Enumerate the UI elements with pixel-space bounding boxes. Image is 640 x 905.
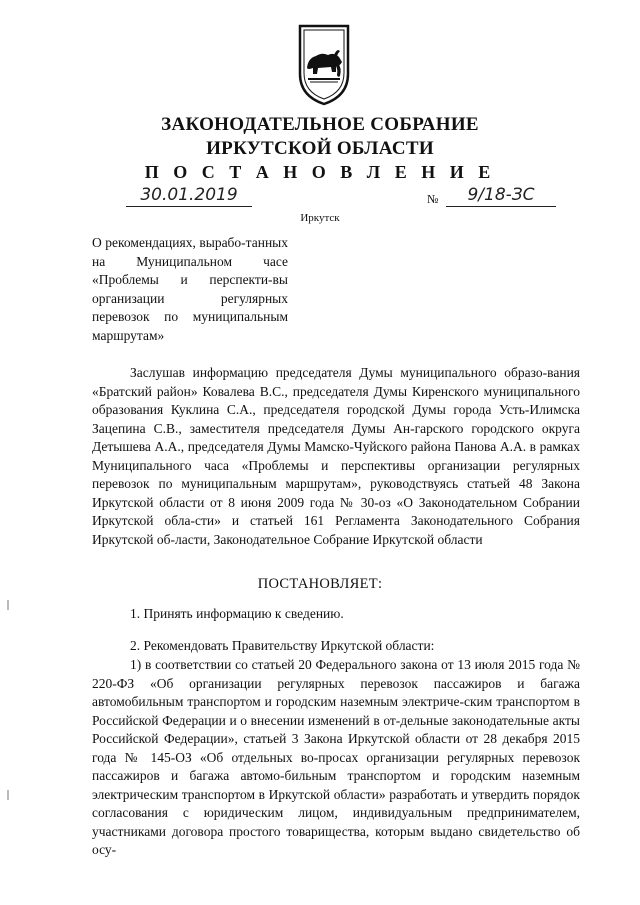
item-2 xyxy=(92,637,580,656)
number-sign: № xyxy=(427,192,439,206)
handwritten-number: 9/18-ЗС xyxy=(446,184,556,207)
resolves-heading: ПОСТАНОВЛЯЕТ: xyxy=(257,576,383,592)
item-1-text: 1. Принять информацию к сведению. xyxy=(130,606,344,621)
handwritten-date: 30.01.2019 xyxy=(126,184,252,207)
intro-paragraph xyxy=(92,364,580,549)
city-label: Иркутск xyxy=(300,212,340,224)
irkutsk-coat-of-arms-icon xyxy=(296,22,352,108)
document-type-title: П О С Т А Н О В Л Е Н И Е xyxy=(144,162,496,182)
item-2-1 xyxy=(92,656,580,860)
scan-artifact xyxy=(7,600,9,610)
item-2-text: 2. Рекомендовать Правительству Иркутской области: xyxy=(130,638,435,653)
assembly-title: ЗАКОНОДАТЕЛЬНОЕ СОБРАНИЕ xyxy=(161,114,479,135)
item-1 xyxy=(92,605,580,624)
resolution-subject: О рекомендациях, вырабо-танных на Муниципальном часе «Проблемы и перспекти-вы организации регулярных перевозок по муниципальным маршрутам» xyxy=(92,235,288,343)
scan-artifact xyxy=(7,790,9,800)
item-2-1-text: 1) в соответствии со статьей 20 Федерального закона от 13 июля 2015 года № 220-ФЗ «Об организации регулярных перевозок пассажиров и багажа автомобильным транспортом и городским наземным электриче-ским транспортом в Российской Федерации и о внесении изменений в от-дельные законодательные акты Российской Федерации», статьей 3 Закона Иркутской области от 28 декабря 2015 года № 145-ОЗ «Об отдельных во-просах организации регулярных перевозок пассажиров и багажа автомо-бильным транспортом и городским наземным электрическим транспортом в Иркутской области» разработать и утвердить порядок согласования с юридическим лицом, индивидуальным предпринимателем, участниками договора простого товарищества, которым выдано свидетельство об осу- xyxy=(92,657,580,857)
region-title: ИРКУТСКОЙ ОБЛАСТИ xyxy=(206,138,434,159)
intro-text: Заслушав информацию председателя Думы муниципального образо-вания «Братский район» Ковалева В.С., председателя Думы Киренского муниципального образования Куклина С.А., председателя городской Думы города Усть-Илимска Зацепина С.В., заместителя председателя Думы Ан-гарского городского округа Детышева А.А., председателя Думы Мамско-Чуйского района Панова А.А. в рамках Муниципального часа «Проблемы и перспективы организации регулярных перевозок по муниципальным маршрутам», руководствуясь статьей 48 Закона Иркутской области от 8 июня 2009 года № 30-оз «О Законодательном Собрании Иркутской обла-сти» и статьей 161 Регламента Законодательного Собрания Иркутской об-ласти, Законодательное Собрание Иркутской области xyxy=(92,365,580,547)
